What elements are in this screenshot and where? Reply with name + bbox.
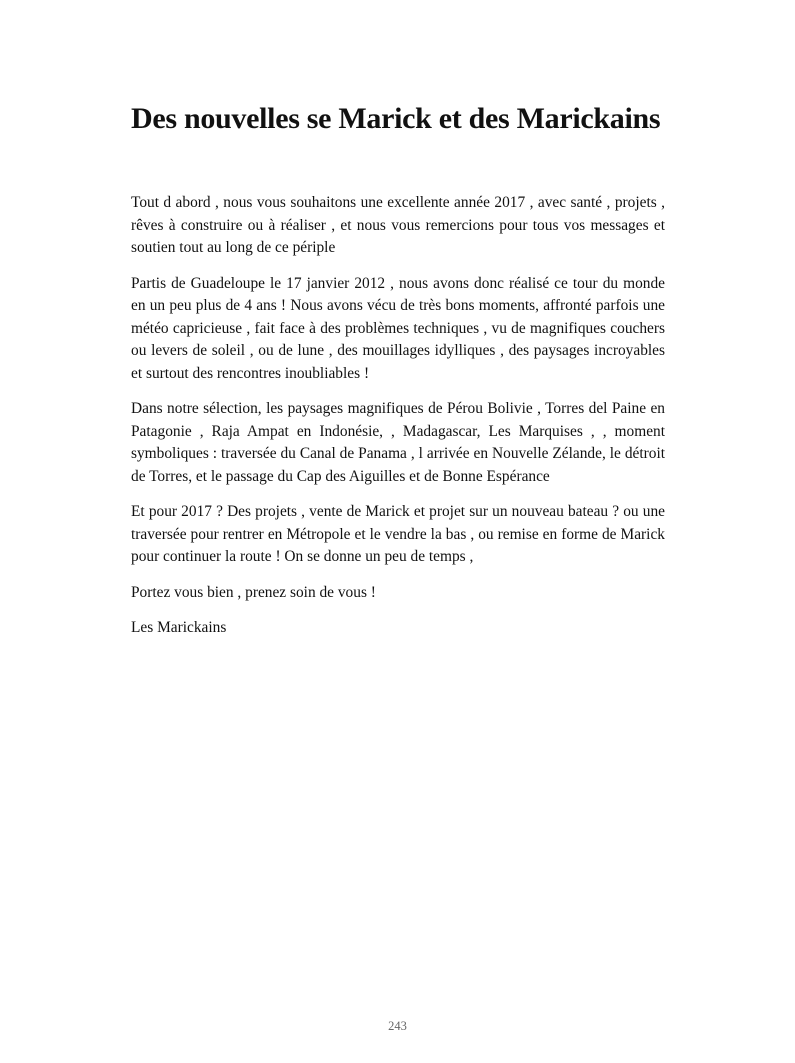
paragraph-farewell: Portez vous bien , prenez soin de vous ! bbox=[131, 583, 376, 601]
paragraph-highlights: Dans notre sélection, les paysages magnifiques de Pérou Bolivie , Torres del Paine en Patagonie , Raja Ampat en Indonésie, , Madagascar, Les Marquises , , moment symboliques : traversée du Canal de Panama , l arrivée en Nouvelle Zélande, le détroit de Torres, et le passage du Cap des Aiguilles et de Bonne Espérance bbox=[131, 400, 665, 485]
page-title: Des nouvelles se Marick et des Marickains bbox=[131, 102, 661, 135]
paragraph-plans: Et pour 2017 ? Des projets , vente de Marick et projet sur un nouveau bateau ? ou une traversée pour rentrer en Métropole et le vendre la bas , ou remise en forme de Marick pour continuer la route ! On se donne un peu de temps , bbox=[131, 503, 665, 565]
page-number: 243 bbox=[388, 1019, 407, 1033]
paragraph-voyage: Partis de Guadeloupe le 17 janvier 2012 , nous avons donc réalisé ce tour du monde en un peu plus de 4 ans ! Nous avons vécu de très bons moments, affronté parfois une météo capricieuse , fait face à des problèmes techniques , vu de magnifiques couchers ou levers de soleil , ou de lune , des mouillages idylliques , des paysages incroyables et surtout des rencontres inoubliables ! bbox=[131, 274, 665, 382]
article-body bbox=[131, 192, 665, 653]
paragraph-greeting: Tout d abord , nous vous souhaitons une excellente année 2017 , avec santé , projets , rêves à construire ou à réaliser , et nous vous remercions pour tous vos messages et soutien tout au long de ce périple bbox=[131, 194, 665, 256]
signature: Les Marickains bbox=[131, 619, 227, 636]
